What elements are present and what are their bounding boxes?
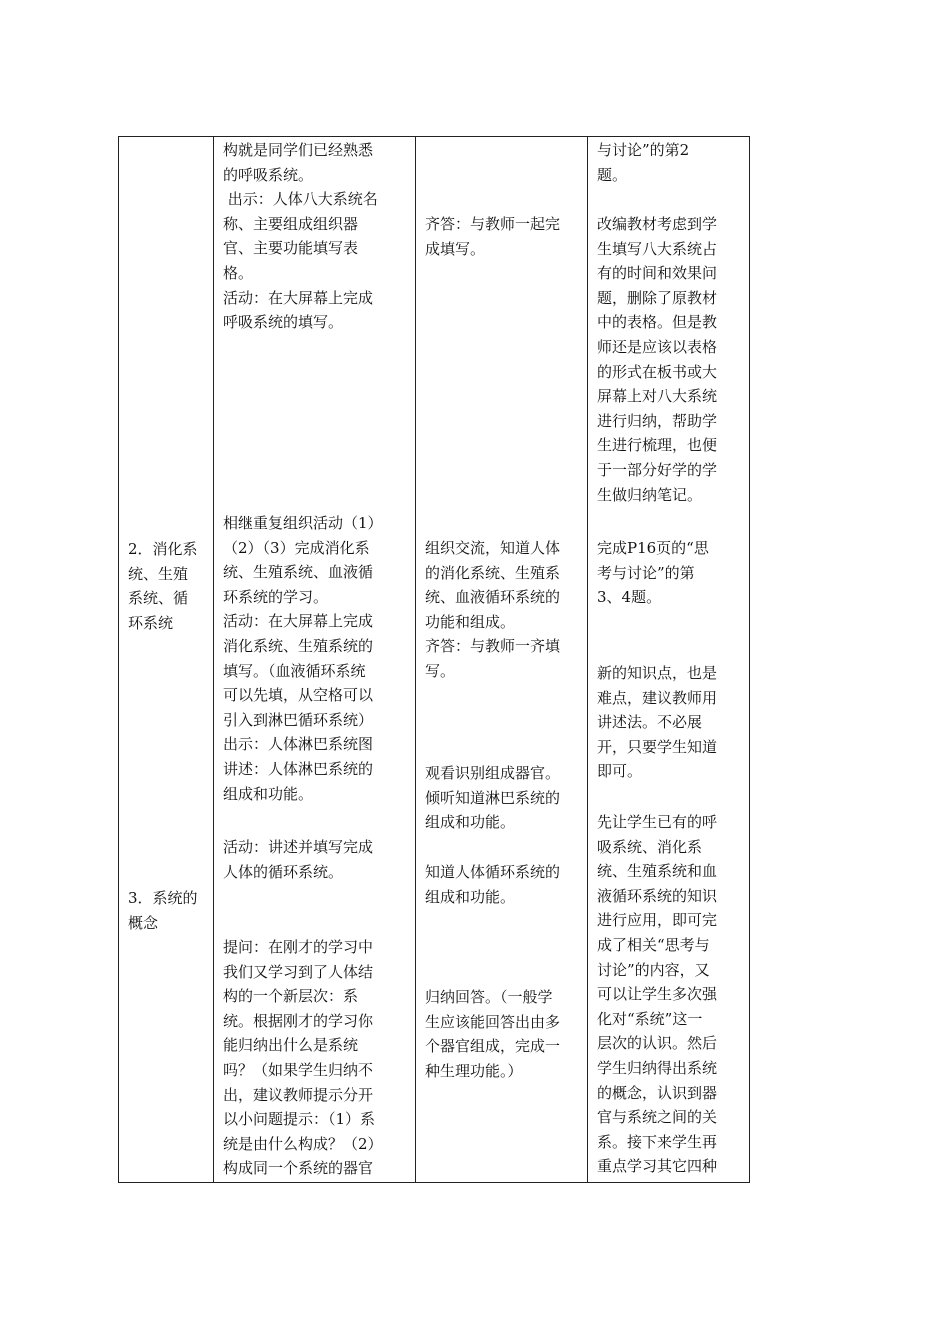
text-line: 人体的循环系统。 bbox=[223, 862, 344, 881]
text-line: 即可。 bbox=[597, 762, 643, 781]
text-line: 可以让学生多次强 bbox=[597, 985, 718, 1004]
text-line: 成填写。 bbox=[425, 239, 486, 258]
text-line: 2．消化系 bbox=[128, 540, 198, 558]
text-line: 生填写八大系统占 bbox=[597, 239, 718, 258]
text-line: 环系统 bbox=[128, 613, 174, 632]
text-line: 学生归纳得出系统 bbox=[597, 1058, 718, 1077]
text-line: 考与讨论”的第 bbox=[597, 563, 695, 582]
student-activity-block bbox=[425, 536, 560, 684]
design-note-block bbox=[597, 138, 689, 187]
text-line: 吗？（如果学生归纳不 bbox=[223, 1060, 374, 1079]
text-line: 的概念，认识到器 bbox=[597, 1083, 718, 1102]
text-line: 有的时间和效果问 bbox=[597, 264, 718, 283]
text-line: 讲述：人体淋巴系统的 bbox=[223, 759, 374, 778]
text-line: 3、4题。 bbox=[597, 588, 662, 607]
design-notes-column bbox=[588, 137, 750, 1182]
text-line: 统、血液循环系统的 bbox=[425, 588, 561, 607]
text-line: 的形式在板书或大 bbox=[597, 362, 718, 381]
text-line: 组成和功能。 bbox=[223, 784, 314, 803]
teacher-activity-block bbox=[223, 835, 373, 884]
text-line: 出，建议教师提示分开 bbox=[223, 1085, 374, 1104]
text-line: 环系统的学习。 bbox=[223, 587, 329, 606]
text-line: 吸系统、消化系 bbox=[597, 837, 703, 856]
student-activity-block bbox=[425, 212, 560, 261]
student-activity-block bbox=[425, 860, 560, 909]
text-line: 统是由什么构成？（2） bbox=[223, 1134, 383, 1153]
text-line: 液循环系统的知识 bbox=[597, 886, 718, 905]
text-line: 新的知识点，也是 bbox=[597, 664, 718, 682]
text-line: 组织交流，知道人体 bbox=[425, 539, 561, 557]
text-line: 出示：人体淋巴系统图 bbox=[223, 735, 374, 754]
teacher-activity-block bbox=[223, 511, 383, 806]
text-line: 屏幕上对八大系统 bbox=[597, 387, 718, 406]
design-note-block bbox=[597, 212, 717, 507]
text-line: 成了相关“思考与 bbox=[597, 935, 710, 954]
text-line: 填写。（血液循环系统 bbox=[223, 661, 366, 680]
text-line: 能归纳出什么是系统 bbox=[223, 1036, 359, 1055]
text-line: 功能和组成。 bbox=[425, 612, 516, 631]
text-line: 先让学生已有的呼 bbox=[597, 813, 718, 831]
text-line: 称、主要组成组织器 bbox=[223, 214, 359, 233]
student-activity-block bbox=[425, 985, 560, 1083]
text-line: 题，删除了原教材 bbox=[597, 288, 718, 307]
text-line: 讲述法。不必展 bbox=[597, 713, 703, 732]
teacher-activity-block bbox=[223, 138, 378, 335]
text-line: 改编教材考虑到学 bbox=[597, 215, 718, 233]
text-line: 完成P16页的“思 bbox=[597, 539, 709, 557]
text-line: 生进行梳理，也便 bbox=[597, 436, 718, 455]
text-line: 统、生殖系统和血 bbox=[597, 862, 718, 881]
student-activity-block bbox=[425, 761, 560, 835]
text-line: 概念 bbox=[128, 913, 159, 932]
text-line: 于一部分好学的学 bbox=[597, 460, 718, 479]
text-line: 归纳回答。（一般学 bbox=[425, 988, 553, 1006]
text-line: 种生理功能。） bbox=[425, 1061, 523, 1080]
text-line: 化对“系统”这一 bbox=[597, 1009, 703, 1028]
text-line: 构成同一个系统的器官 bbox=[223, 1159, 374, 1178]
text-line: 格。 bbox=[223, 263, 254, 282]
text-line: 重点学习其它四种 bbox=[597, 1157, 718, 1176]
text-line: 提问：在刚才的学习中 bbox=[223, 938, 374, 956]
section-column bbox=[119, 137, 213, 1182]
teacher-activity-block bbox=[223, 935, 383, 1181]
text-line: 组成和功能。 bbox=[425, 813, 516, 832]
lesson-plan-table bbox=[118, 136, 750, 1183]
text-line: 可以先填，从空格可以 bbox=[223, 686, 374, 705]
text-line: 中的表格。但是教 bbox=[597, 313, 718, 332]
text-line: 组成和功能。 bbox=[425, 887, 516, 906]
text-line: 师还是应该以表格 bbox=[597, 337, 718, 356]
section-title-2 bbox=[128, 537, 198, 635]
text-line: 我们又学习到了人体结 bbox=[223, 962, 374, 981]
design-note-block bbox=[597, 810, 717, 1179]
text-line: 呼吸系统的填写。 bbox=[223, 313, 344, 332]
section-title-3 bbox=[128, 886, 198, 935]
design-note-block bbox=[597, 536, 709, 610]
text-line: 以小问题提示：（1）系 bbox=[223, 1110, 376, 1129]
text-line: 引入到淋巴循环系统） bbox=[223, 710, 374, 729]
text-line: 层次的认识。然后 bbox=[597, 1034, 718, 1053]
text-line: 系统、循 bbox=[128, 589, 189, 608]
text-line: 齐答：与教师一齐填 bbox=[425, 637, 561, 656]
text-line: 生做归纳笔记。 bbox=[597, 485, 703, 504]
text-line: 个器官组成，完成一 bbox=[425, 1037, 561, 1056]
text-line: 活动：在大屏幕上完成 bbox=[223, 612, 374, 631]
teacher-activity-column bbox=[214, 137, 415, 1182]
text-line: 生应该能回答出由多 bbox=[425, 1012, 561, 1031]
text-line: 活动：在大屏幕上完成 bbox=[223, 288, 374, 307]
text-line: 活动：讲述并填写完成 bbox=[223, 838, 374, 856]
text-line: 构的一个新层次：系 bbox=[223, 987, 359, 1006]
text-line: 进行归纳，帮助学 bbox=[597, 411, 718, 430]
text-line: 写。 bbox=[425, 661, 456, 680]
text-line: 观看识别组成器官。 bbox=[425, 764, 561, 782]
text-line: 相继重复组织活动（1） bbox=[223, 514, 383, 532]
text-line: 倾听知道淋巴系统的 bbox=[425, 788, 561, 807]
text-line: 开，只要学生知道 bbox=[597, 737, 718, 756]
text-line: 的呼吸系统。 bbox=[223, 165, 314, 184]
text-line: 3．系统的 bbox=[128, 889, 198, 907]
text-line: 进行应用，即可完 bbox=[597, 911, 718, 930]
text-line: 系。接下来学生再 bbox=[597, 1132, 718, 1151]
text-line: 与讨论”的第2 bbox=[597, 141, 690, 159]
text-line: 出示：人体八大系统名 bbox=[223, 190, 378, 209]
text-line: （2）（3）完成消化系 bbox=[223, 538, 370, 557]
text-line: 消化系统、生殖系统的 bbox=[223, 636, 374, 655]
text-line: 统、生殖 bbox=[128, 564, 189, 583]
text-line: 构就是同学们已经熟悉 bbox=[223, 141, 374, 159]
text-line: 统。根据刚才的学习你 bbox=[223, 1011, 374, 1030]
text-line: 讨论”的内容，又 bbox=[597, 960, 710, 979]
design-note-block bbox=[597, 661, 717, 784]
text-line: 知道人体循环系统的 bbox=[425, 863, 561, 881]
text-line: 官与系统之间的关 bbox=[597, 1108, 718, 1127]
student-activity-column bbox=[416, 137, 587, 1182]
text-line: 统、生殖系统、血液循 bbox=[223, 563, 374, 582]
text-line: 官、主要功能填写表 bbox=[223, 239, 359, 258]
text-line: 题。 bbox=[597, 165, 628, 184]
text-line: 难点，建议教师用 bbox=[597, 688, 718, 707]
text-line: 的消化系统、生殖系 bbox=[425, 563, 561, 582]
text-line: 齐答：与教师一起完 bbox=[425, 215, 561, 233]
